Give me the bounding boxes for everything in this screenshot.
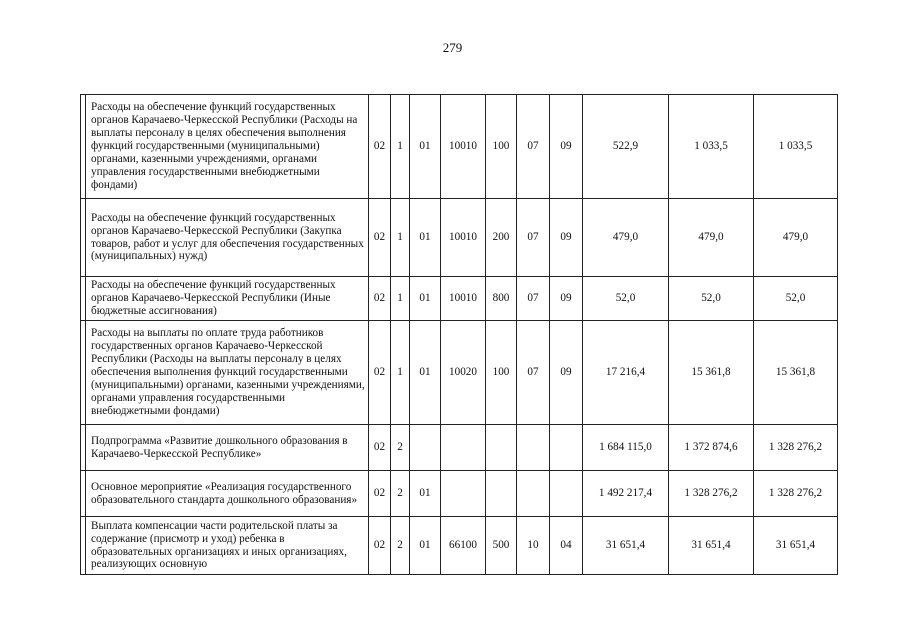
table-row [81,425,838,471]
amount-year-2: 479,0 [669,199,754,277]
amount-year-2: 31 651,4 [669,517,754,575]
code-expense-type [486,471,517,517]
code-om: 01 [410,517,441,575]
code-gp: 02 [369,321,391,425]
code-direction: 10010 [441,95,486,199]
table-row [81,95,838,199]
code-section: 07 [517,95,550,199]
amount-year-2: 1 033,5 [669,95,754,199]
code-subsection: 09 [550,95,583,199]
code-pp: 2 [391,471,410,517]
amount-year-2: 1 328 276,2 [669,471,754,517]
table-row [81,321,838,425]
code-expense-type: 200 [486,199,517,277]
amount-year-3: 1 033,5 [754,95,838,199]
code-expense-type: 500 [486,517,517,575]
code-direction [441,425,486,471]
code-pp: 2 [391,425,410,471]
code-expense-type: 100 [486,95,517,199]
code-om: 01 [410,277,441,321]
row-description: Расходы на обеспечение функций государственных органов Карачаево-Черкесской Республики (Иные бюджетные ассигнования) [86,277,369,321]
code-direction: 10010 [441,277,486,321]
code-gp: 02 [369,471,391,517]
code-expense-type: 100 [486,321,517,425]
row-description: Подпрограмма «Развитие дошкольного образования в Карачаево-Черкесской Республике» [86,425,369,471]
code-subsection: 09 [550,199,583,277]
amount-year-2: 52,0 [669,277,754,321]
code-gp: 02 [369,199,391,277]
code-pp: 1 [391,199,410,277]
amount-year-2: 1 372 874,6 [669,425,754,471]
table-row [81,277,838,321]
row-description: Основное мероприятие «Реализация государственного образовательного стандарта дошкольного образования» [86,471,369,517]
code-gp: 02 [369,277,391,321]
amount-year-1: 479,0 [583,199,669,277]
row-description: Расходы на обеспечение функций государственных органов Карачаево-Черкесской Республики (Расходы на выплаты персоналу в целях обеспечения выполнения функций государственными (муниципальными) органами, казенными учреждениями, органами управления государственными внебюджетными фондами) [86,95,369,199]
amount-year-1: 52,0 [583,277,669,321]
code-pp: 1 [391,321,410,425]
code-direction: 66100 [441,517,486,575]
code-section [517,425,550,471]
budget-table [80,94,838,575]
row-description: Расходы на выплаты по оплате труда работников государственных органов Карачаево-Черкесской Республики (Расходы на выплаты персоналу в целях обеспечения выполнения функций государственными (муниципальными) органами, казенными учреждениями, органами управления государственными внебюджетными фондами) [86,321,369,425]
code-gp: 02 [369,517,391,575]
code-section: 10 [517,517,550,575]
amount-year-2: 15 361,8 [669,321,754,425]
amount-year-1: 522,9 [583,95,669,199]
row-description: Расходы на обеспечение функций государственных органов Карачаево-Черкесской Республики (Закупка товаров, работ и услуг для обеспечения государственных (муниципальных) нужд) [86,199,369,277]
table-row [81,471,838,517]
table-row [81,199,838,277]
code-subsection: 09 [550,277,583,321]
amount-year-1: 1 492 217,4 [583,471,669,517]
code-pp: 1 [391,95,410,199]
code-section: 07 [517,199,550,277]
code-section: 07 [517,277,550,321]
amount-year-3: 1 328 276,2 [754,425,838,471]
code-expense-type: 800 [486,277,517,321]
amount-year-1: 17 216,4 [583,321,669,425]
code-direction: 10010 [441,199,486,277]
code-pp: 1 [391,277,410,321]
code-section [517,471,550,517]
amount-year-3: 31 651,4 [754,517,838,575]
amount-year-3: 15 361,8 [754,321,838,425]
code-om [410,425,441,471]
code-subsection [550,425,583,471]
code-section: 07 [517,321,550,425]
amount-year-3: 52,0 [754,277,838,321]
code-om: 01 [410,321,441,425]
code-om: 01 [410,95,441,199]
code-om: 01 [410,471,441,517]
amount-year-3: 1 328 276,2 [754,471,838,517]
amount-year-1: 31 651,4 [583,517,669,575]
code-subsection [550,471,583,517]
code-subsection: 09 [550,321,583,425]
code-gp: 02 [369,95,391,199]
amount-year-3: 479,0 [754,199,838,277]
code-pp: 2 [391,517,410,575]
code-direction [441,471,486,517]
code-gp: 02 [369,425,391,471]
table-row [81,517,838,575]
code-expense-type [486,425,517,471]
code-subsection: 04 [550,517,583,575]
page-number: 279 [442,40,463,55]
code-direction: 10020 [441,321,486,425]
amount-year-1: 1 684 115,0 [583,425,669,471]
row-description: Выплата компенсации части родительской платы за содержание (присмотр и уход) ребенка в образовательных организациях и иных организациях, реализующих основную [86,517,369,575]
code-om: 01 [410,199,441,277]
